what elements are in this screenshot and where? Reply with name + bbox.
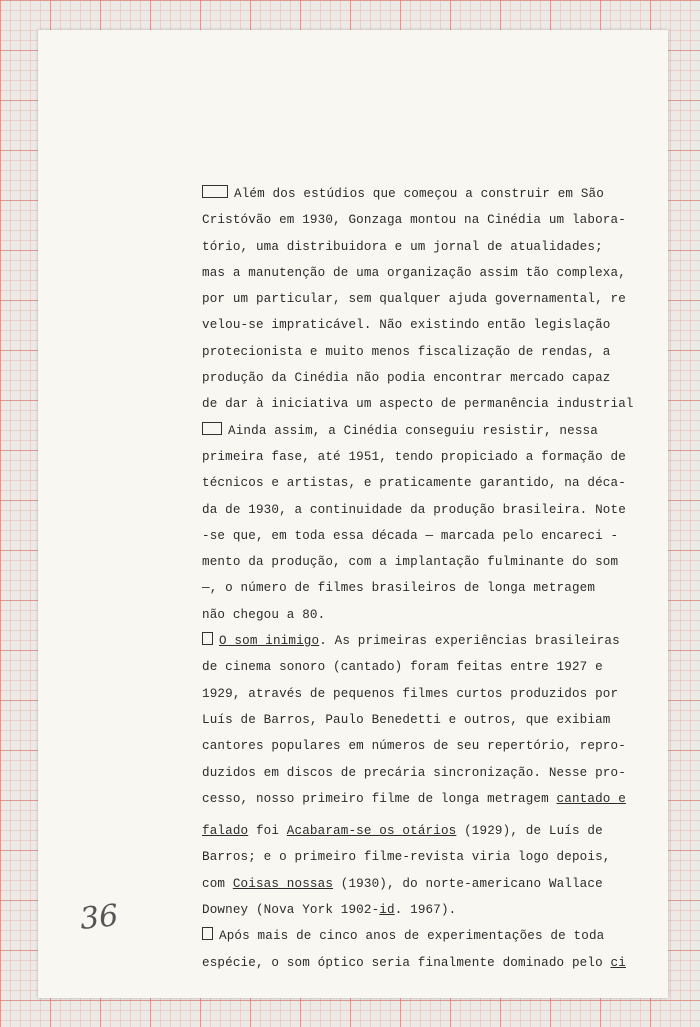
text-line: da de 1930, a continuidade da produção brasileira. Note <box>202 502 626 517</box>
text-line: mas a manutenção de uma organização assim tão complexa, <box>202 265 626 280</box>
text-line: Ainda assim, a Cinédia conseguiu resistir, nessa <box>202 418 652 444</box>
text-line: Cristóvão em 1930, Gonzaga montou na Cinédia um labora- <box>202 213 626 228</box>
section-heading: O som inimigo <box>219 634 320 649</box>
underlined-fragment: ci <box>610 955 626 970</box>
text-line: com Coisas nossas (1930), do norte-americano Wallace <box>202 876 603 891</box>
text-line: velou-se impraticável. Não existindo então legislação <box>202 318 611 333</box>
handwritten-page-number: 36 <box>78 898 120 937</box>
text-line: de dar à iniciativa um aspecto de permanência industrial <box>202 397 634 412</box>
text-line: de cinema sonoro (cantado) foram feitas entre 1927 e <box>202 660 603 675</box>
text-line: Além dos estúdios que começou a construir em São <box>202 181 652 207</box>
text-line: por um particular, sem qualquer ajuda governamental, re <box>202 292 626 307</box>
text-line: Luís de Barros, Paulo Benedetti e outros, que exibiam <box>202 712 611 727</box>
text-line: duzidos em discos de precária sincronização. Nesse pro- <box>202 765 626 780</box>
text-line: técnicos e artistas, e praticamente garantido, na déca- <box>202 476 626 491</box>
text-line: Downey (Nova York 1902-id. 1967). <box>202 903 457 918</box>
text-line: cesso, nosso primeiro filme de longa metragem cantado e <box>202 791 626 806</box>
text-line: O som inimigo. As primeiras experiências brasileiras <box>202 628 652 654</box>
text-line: falado foi Acabaram-se os otários (1929), de Luís de <box>202 824 603 839</box>
text-line: cantores populares em números de seu repertório, repro- <box>202 739 626 754</box>
text-line: produção da Cinédia não podia encontrar mercado capaz <box>202 371 611 386</box>
text-line: —, o número de filmes brasileiros de longa metragem <box>202 581 596 596</box>
paragraph-marker-box <box>202 185 228 198</box>
film-title: Coisas nossas <box>232 876 334 891</box>
typed-text-body <box>202 181 652 976</box>
text-line: mento da produção, com a implantação fulminante do som <box>202 555 619 570</box>
text-line: -se que, em toda essa década — marcada pelo encareci - <box>202 528 619 543</box>
text-line: não chegou a 80. <box>202 607 326 622</box>
underlined-phrase: cantado e <box>556 791 626 806</box>
text-line: tório, uma distribuidora e um jornal de atualidades; <box>202 239 603 254</box>
paragraph-marker-box <box>202 632 213 645</box>
paragraph-marker-box <box>202 927 213 940</box>
film-title: Acabaram-se os otários <box>286 824 457 839</box>
text-line: protecionista e muito menos fiscalização de rendas, a <box>202 344 611 359</box>
underlined-phrase: falado <box>202 824 249 839</box>
text-line: Barros; e o primeiro filme-revista viria logo depois, <box>202 850 611 865</box>
text-line: primeira fase, até 1951, tendo propiciado a formação de <box>202 449 626 464</box>
text-line: espécie, o som óptico seria finalmente dominado pelo ci <box>202 955 626 970</box>
text-line: Após mais de cinco anos de experimentações de toda <box>202 923 652 949</box>
paragraph-marker-box <box>202 422 222 435</box>
text-line: 1929, através de pequenos filmes curtos produzidos por <box>202 686 619 701</box>
underlined-abbrev: id <box>379 903 395 918</box>
